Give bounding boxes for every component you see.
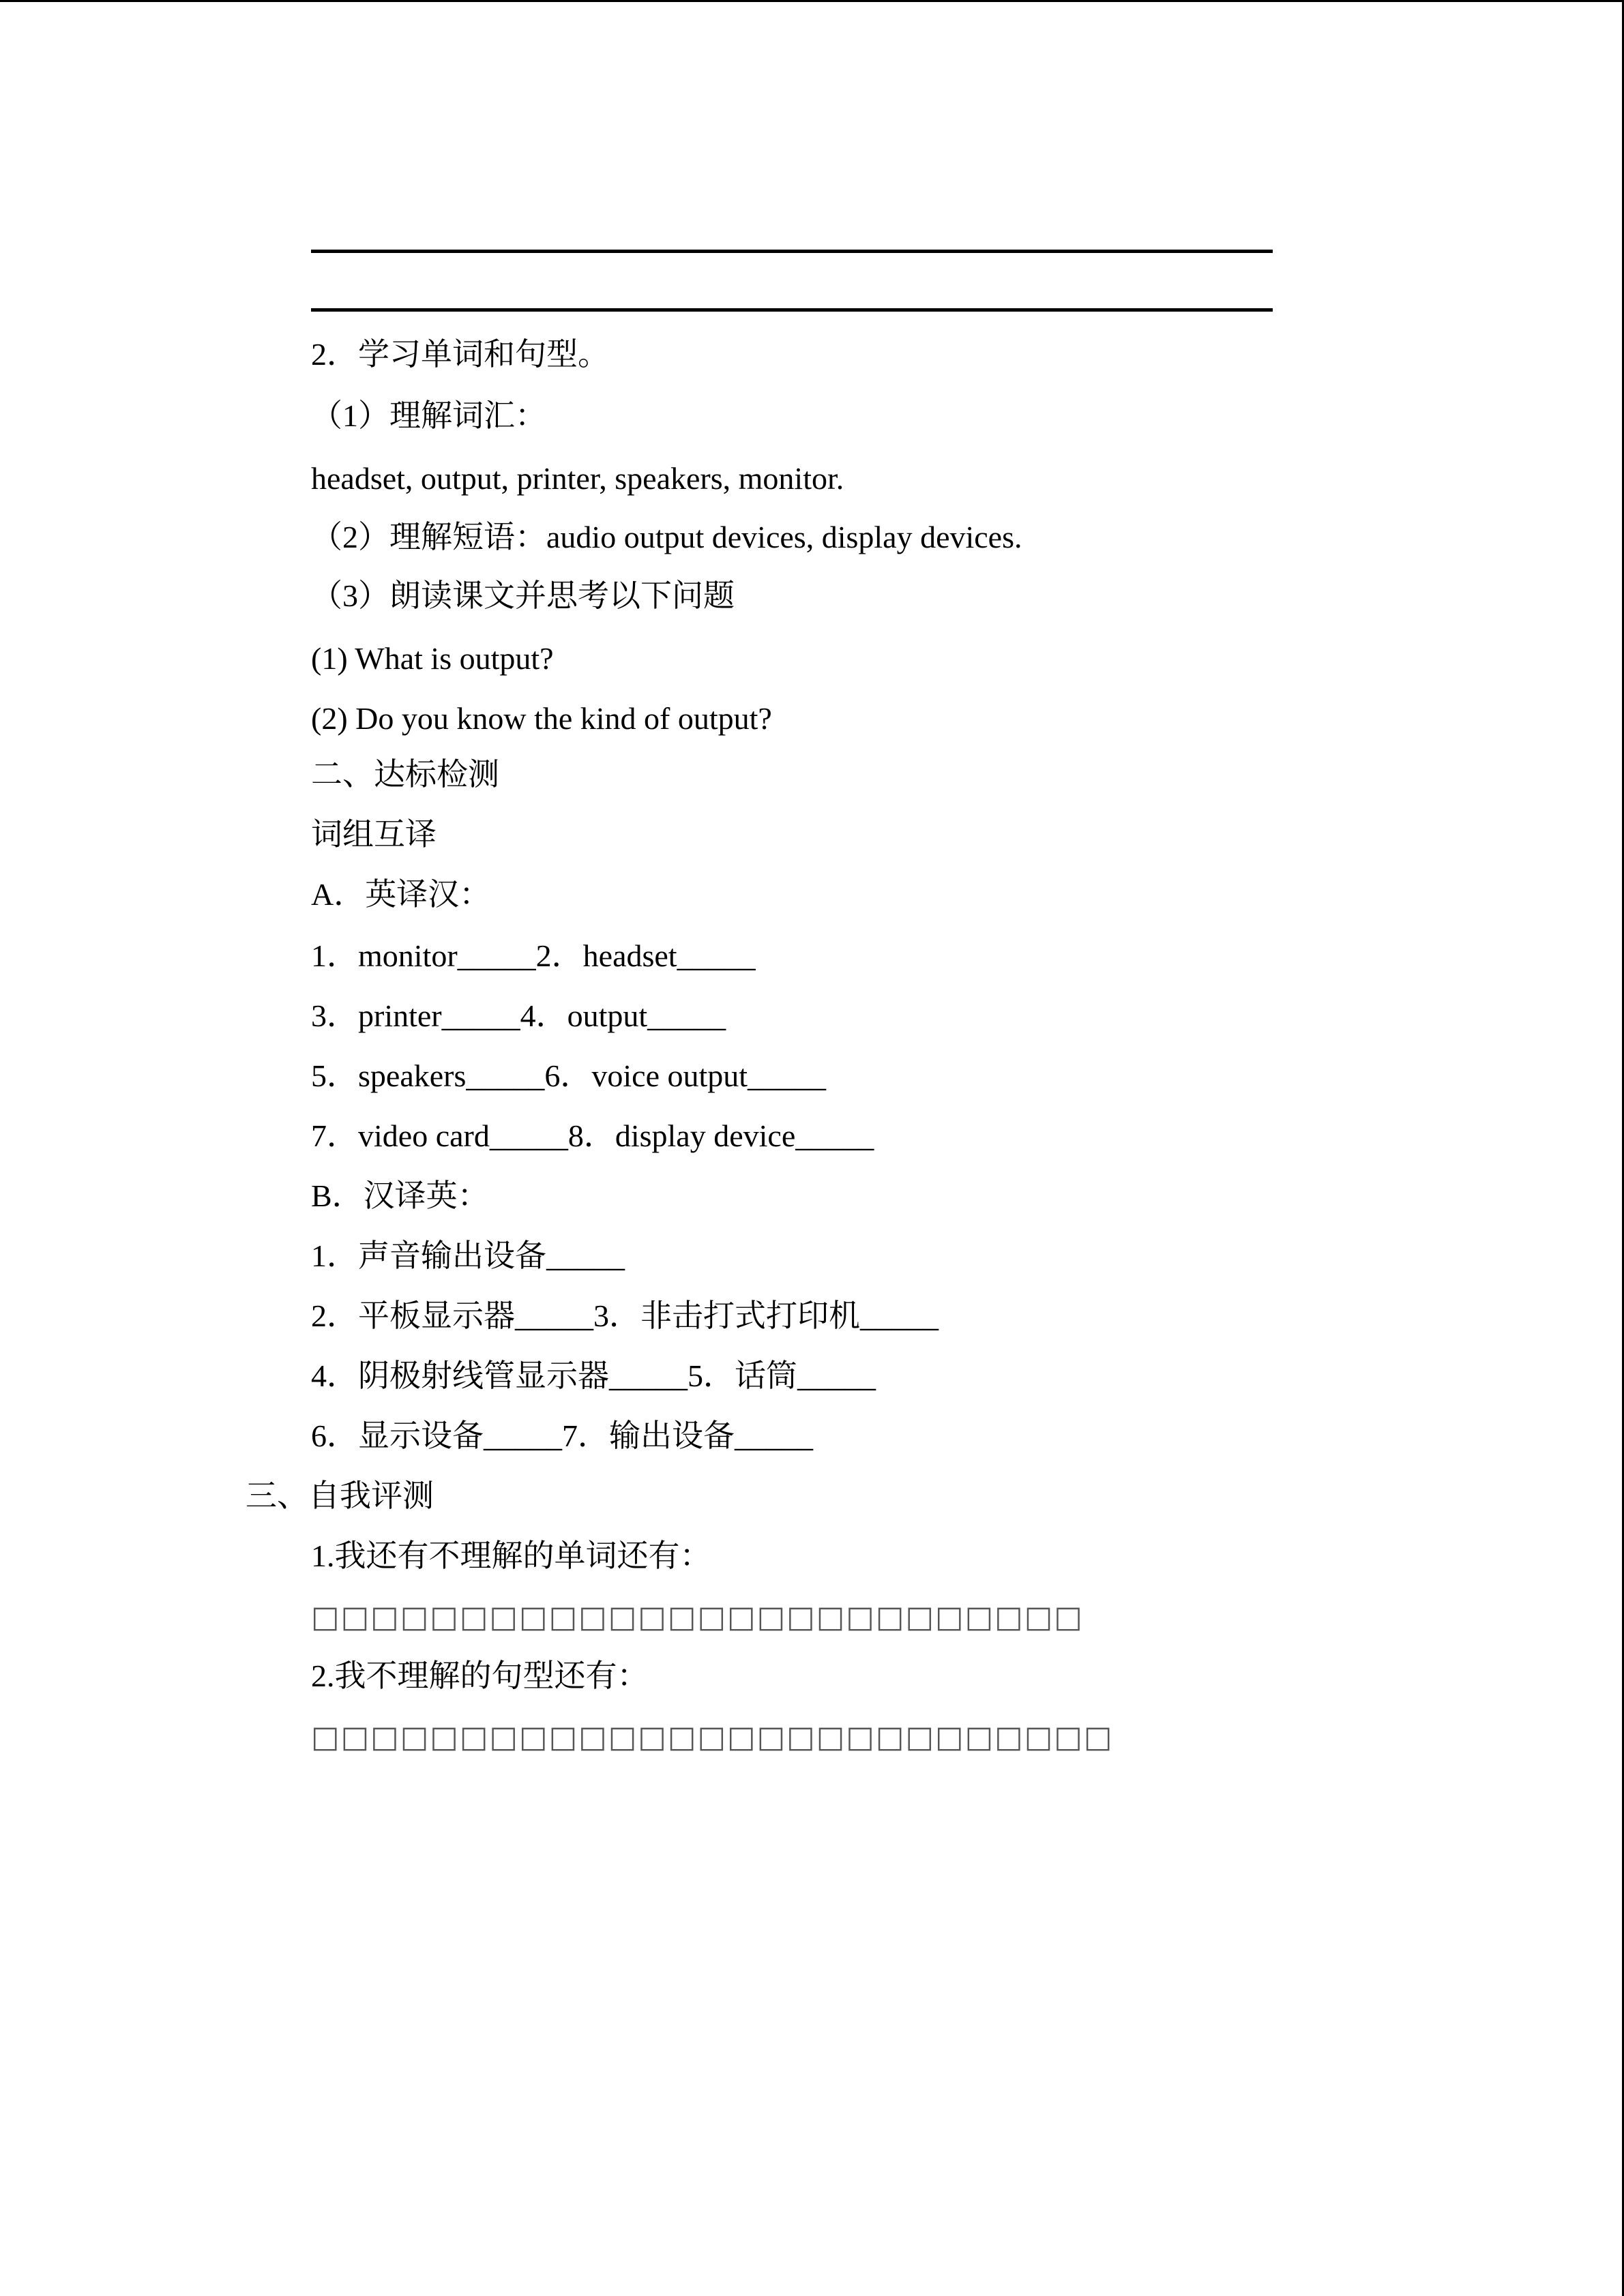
- section2-heading: 二、达标检测: [311, 757, 499, 792]
- partA-heading: A．英译汉：: [311, 877, 491, 912]
- section3-heading: 三、自我评测: [246, 1478, 434, 1513]
- phrases-line: （2）理解短语：audio output devices, display devices.: [311, 520, 1022, 554]
- answer-line-1: [311, 250, 1273, 253]
- vocab-heading: （1）理解词汇：: [311, 398, 546, 433]
- question-1: (1) What is output?: [311, 641, 554, 676]
- section2-subheading: 词组互译: [311, 817, 437, 852]
- answer-line-2: [311, 308, 1273, 312]
- self-eval-boxes-2: □□□□□□□□□□□□□□□□□□□□□□□□□□□: [311, 1720, 1114, 1755]
- partA-line-4: 7．video card_____8．display device_____: [311, 1118, 874, 1153]
- partB-heading: B．汉译英：: [311, 1178, 489, 1213]
- question-2: (2) Do you know the kind of output?: [311, 701, 772, 736]
- partA-line-2: 3．printer_____4．output_____: [311, 998, 726, 1033]
- reading-heading: （3）朗读课文并思考以下问题: [311, 578, 735, 613]
- item2-heading: 2．学习单词和句型。: [311, 337, 609, 372]
- partB-line-3: 4．阴极射线管显示器_____5．话筒_____: [311, 1358, 876, 1393]
- partA-line-3: 5．speakers_____6．voice output_____: [311, 1058, 827, 1093]
- self-eval-item-1: 1.我还有不理解的单词还有：: [311, 1538, 711, 1573]
- self-eval-item-2: 2.我不理解的句型还有：: [311, 1658, 649, 1693]
- partB-line-4: 6．显示设备_____7．输出设备_____: [311, 1418, 813, 1453]
- self-eval-boxes-1: □□□□□□□□□□□□□□□□□□□□□□□□□□: [311, 1600, 1084, 1635]
- partB-line-2: 2．平板显示器_____3．非击打式打印机_____: [311, 1298, 939, 1333]
- partA-line-1: 1．monitor_____2．headset_____: [311, 938, 756, 973]
- page-border-top: [0, 0, 1624, 2]
- vocab-words: headset, output, printer, speakers, monitor.: [311, 461, 844, 496]
- partB-line-1: 1．声音输出设备_____: [311, 1238, 625, 1273]
